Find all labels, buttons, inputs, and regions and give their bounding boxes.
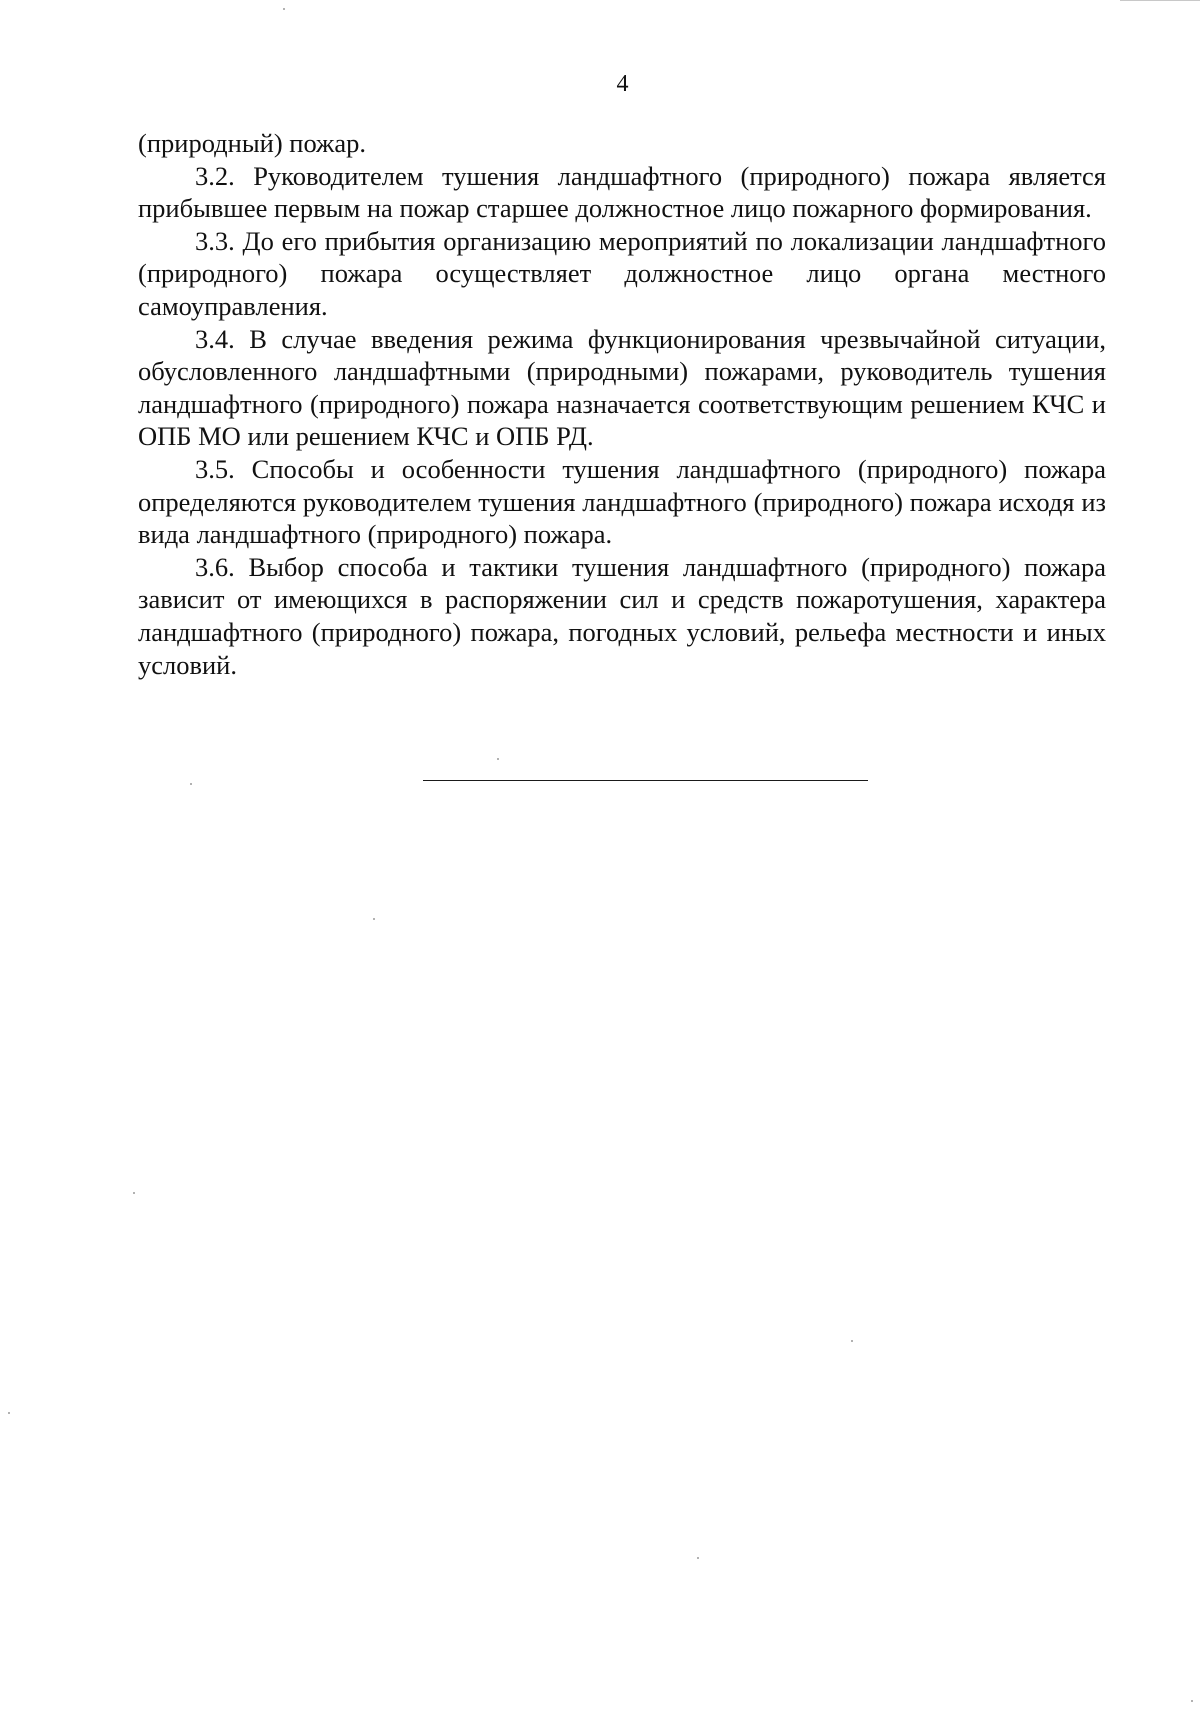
scan-speck (497, 758, 499, 760)
paragraph-3-4: 3.4. В случае введения режима функционирования чрезвычайной ситуации, обусловленного ландшафтными (природными) пожарами, руководитель тушения ландшафтного (природного) пожара назначается соответствующим решением КЧС и ОПБ МО или решением КЧС и ОПБ РД. (138, 323, 1106, 452)
scan-speck (190, 783, 192, 785)
scan-speck (697, 1557, 699, 1559)
scan-edge-mark (1120, 0, 1200, 6)
paragraph-3-6: 3.6. Выбор способа и тактики тушения ландшафтного (природного) пожара зависит от имеющихся в распоряжении сил и средств пожаротушения, характера ландшафтного (природного) пожара, погодных условий, рельефа местности и иных условий. (138, 551, 1106, 680)
scan-speck (851, 1340, 853, 1342)
scan-speck (1191, 1700, 1193, 1702)
scan-speck (133, 1192, 135, 1194)
paragraph-continuation: (природный) пожар. (138, 128, 366, 158)
scan-speck (283, 8, 285, 10)
paragraph-3-2: 3.2. Руководителем тушения ландшафтного (природного) пожара является прибывшее первым на пожар старшее должностное лицо пожарного формирования. (138, 160, 1106, 224)
scan-speck (373, 918, 375, 920)
page-number: 4 (616, 71, 629, 97)
scan-speck (8, 1412, 10, 1414)
paragraph-3-5: 3.5. Способы и особенности тушения ландшафтного (природного) пожара определяются руководителем тушения ландшафтного (природного) пожара исходя из вида ландшафтного (природного) пожара. (138, 453, 1106, 550)
closing-divider-line (423, 780, 868, 781)
document-body (138, 127, 1106, 681)
paragraph-3-3: 3.3. До его прибытия организацию мероприятий по локализации ландшафтного (природного) пожара осуществляет должностное лицо органа местного самоуправления. (138, 225, 1106, 321)
